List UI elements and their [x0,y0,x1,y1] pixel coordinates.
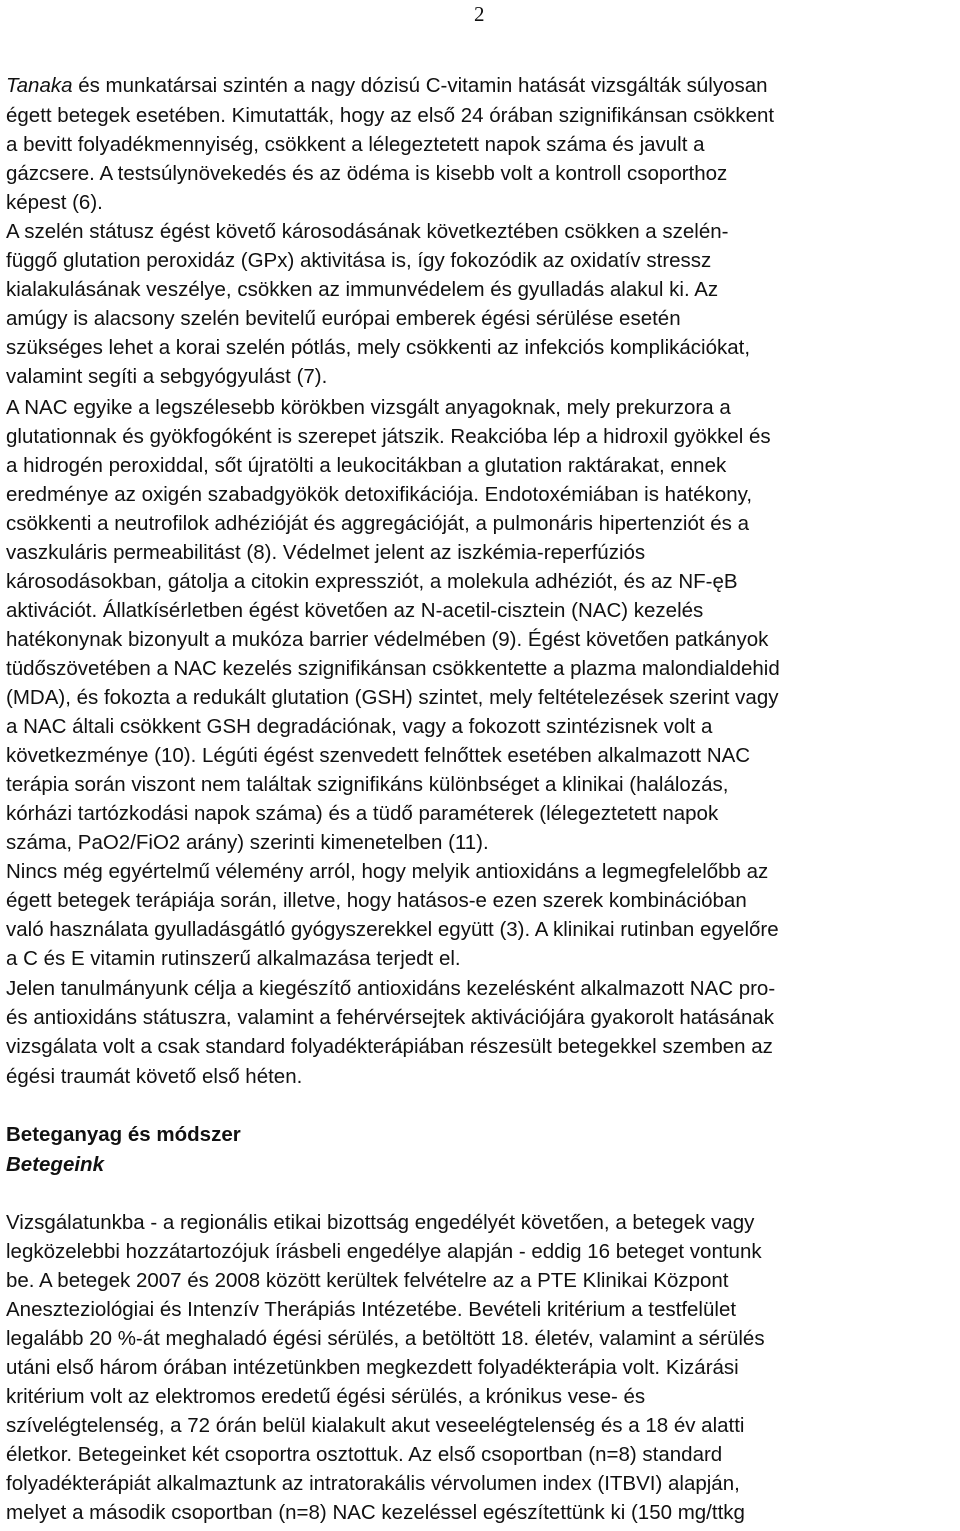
text-run: és munkatársai szintén a nagy dózisú C-vitamin hatását vizsgálták súlyosan [72,74,768,97]
paragraph-line: a hidrogén peroxiddal, sőt újratölti a leukocitákban a glutation raktárakat, ennek [6,454,727,477]
paragraph-line: következménye (10). Légúti égést szenvedett felnőttek esetében alkalmazott NAC [6,744,751,767]
paragraph-line: függő glutation peroxidáz (GPx) aktivitása is, így fokozódik az oxidatív stressz [6,249,712,272]
paragraph-line: hatékonynak bizonyult a mukóza barrier védelmében (9). Égést követően patkányok [6,628,769,651]
paragraph-line: (MDA), és fokozta a redukált glutation (GSH) szintet, mely feltételezések szerint vagy [6,686,779,709]
paragraph-line: A NAC egyike a legszélesebb körökben vizsgált anyagoknak, mely prekurzora a [6,396,731,419]
paragraph-line: glutationnak és gyökfogóként is szerepet játszik. Reakcióba lép a hidroxil gyökkel és [6,425,771,448]
paragraph-line: való használata gyulladásgátló gyógyszerekkel együtt (3). A klinikai rutinban egyelőre [6,918,779,941]
paragraph-line: valamint segíti a sebgyógyulást (7). [6,365,328,388]
paragraph-line: Vizsgálatunkba - a regionális etikai bizottság engedélyét követően, a betegek vagy [6,1211,755,1234]
paragraph-line: égési traumát követő első héten. [6,1065,303,1088]
paragraph-line: vaszkuláris permeabilitást (8). Védelmet jelent az iszkémia-reperfúziós [6,541,646,564]
paragraph-line: legalább 20 %-át meghaladó égési sérülés, a betöltött 18. életév, valamint a sérülés [6,1327,765,1350]
paragraph-line: aktivációt. Állatkísérletben égést követően az N-acetil-cisztein (NAC) kezelés [6,599,704,622]
paragraph-line: eredménye az oxigén szabadgyökök detoxifikációja. Endotoxémiában is hatékony, [6,483,753,506]
paragraph-line: a bevitt folyadékmennyiség, csökkent a lélegeztetett napok száma és javult a [6,133,705,156]
paragraph-line: égett betegek terápiája során, illetve, hogy hatásos-e ezen szerek kombinációban [6,889,747,912]
paragraph-line: Jelen tanulmányunk célja a kiegészítő antioxidáns kezelésként alkalmazott NAC pro- [6,977,776,1000]
paragraph-line: Nincs még egyértelmű vélemény arról, hogy melyik antioxidáns a legmegfelelőbb az [6,860,769,883]
paragraph-line: szívelégtelenség, a 72 órán belül kialakult akut veseelégtelenség és a 18 év alatti [6,1414,745,1437]
paragraph-line: kórházi tartózkodási napok száma) és a tüdő paraméterek (lélegeztetett napok [6,802,719,825]
paragraph-line: vizsgálata volt a csak standard folyadékterápiában részesült betegekkel szemben az [6,1035,773,1058]
author-name: Tanaka [6,74,73,97]
paragraph-line: be. A betegek 2007 és 2008 között kerültek felvételre az a PTE Klinikai Központ [6,1269,729,1292]
paragraph-line: károsodásokban, gátolja a citokin expressziót, a molekula adhéziót, és az NF-ęB [6,570,738,593]
paragraph-line: képest (6). [6,191,103,214]
paragraph-line: és antioxidáns státuszra, valamint a fehérvérsejtek aktivációjára gyakorolt hatásának [6,1006,775,1029]
paragraph-line: száma, PaO2/FiO2 arány) szerinti kimenetelben (11). [6,831,489,854]
paragraph-line: kritérium volt az elektromos eredetű égési sérülés, a krónikus vese- és [6,1385,646,1408]
paragraph-line: kialakulásának veszélye, csökken az immunvédelem és gyulladás alakul ki. Az [6,278,719,301]
paragraph-line: legközelebbi hozzátartozójuk írásbeli engedélye alapján - eddig 16 beteget vontunk [6,1240,762,1263]
paragraph-line [6,71,768,100]
subsection-heading: Betegeink [6,1153,104,1176]
paragraph-line: a NAC általi csökkent GSH degradációnak, vagy a fokozott szintézisnek volt a [6,715,713,738]
paragraph-line: amúgy is alacsony szelén bevitelű európai emberek égési sérülése esetén [6,307,681,330]
page-number: 2 [474,2,485,26]
paragraph-line: A szelén státusz égést követő károsodásának következtében csökken a szelén- [6,220,729,243]
paragraph-line: égett betegek esetében. Kimutatták, hogy az első 24 órában szignifikánsan csökkent [6,104,775,127]
paragraph-line: utáni első három órában intézetünkben megkezdett folyadékterápia volt. Kizárási [6,1356,739,1379]
paragraph-line: gázcsere. A testsúlynövekedés és az ödéma is kisebb volt a kontroll csoporthoz [6,162,728,185]
paragraph-line: a C és E vitamin rutinszerű alkalmazása terjedt el. [6,947,461,970]
section-heading: Beteganyag és módszer [6,1123,241,1146]
paragraph-line: Aneszteziológiai és Intenzív Therápiás Intézetébe. Bevételi kritérium a testfelület [6,1298,737,1321]
paragraph-line: folyadékterápiát alkalmaztunk az intratorakális vérvolumen index (ITBVI) alapján, [6,1472,740,1495]
paragraph-line: szükséges lehet a korai szelén pótlás, mely csökkenti az infekciós komplikációkat, [6,336,751,359]
paragraph-line: melyet a második csoportban (n=8) NAC kezeléssel egészítettünk ki (150 mg/ttkg [6,1501,745,1524]
paragraph-line: tüdőszövetében a NAC kezelés szignifikánsan csökkentette a plazma malondialdehid [6,657,780,680]
paragraph-line: csökkenti a neutrofilok adhézióját és aggregációját, a pulmonáris hipertenziót és a [6,512,749,535]
paragraph-line: terápia során viszont nem találtak szignifikáns különbséget a klinikai (halálozás, [6,773,729,796]
paragraph-line: életkor. Betegeinket két csoportra osztottuk. Az első csoportban (n=8) standard [6,1443,723,1466]
